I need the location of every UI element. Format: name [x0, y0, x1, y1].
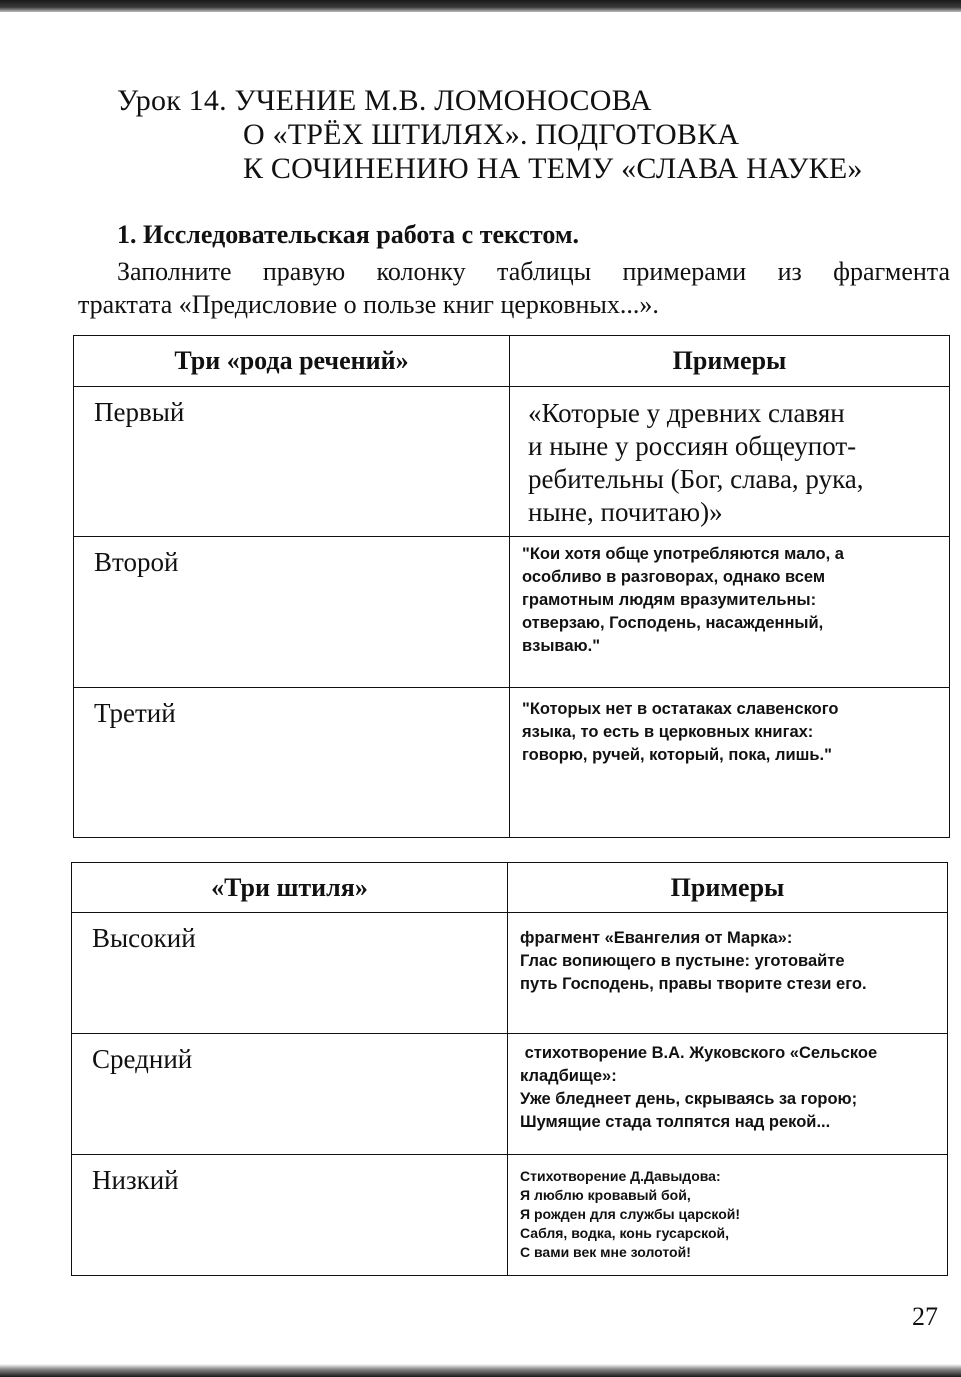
example-line: ныне, почитаю)» [528, 497, 723, 527]
table2-example-cell [508, 1034, 948, 1155]
example-line: фрагмент «Евангелия от Марка»: [520, 929, 793, 947]
example-line: Шумящие стада толпятся над рекой... [520, 1113, 831, 1131]
example-line: грамотным людям вразумительны: [522, 591, 817, 609]
table1-example-cell [510, 688, 950, 838]
table1-example-cell [510, 537, 950, 688]
example-line: Я рожден для службы царской! [520, 1206, 741, 1222]
example-line: особливо в разговорах, однако всем [522, 568, 826, 586]
table1-row-label: Первый [74, 387, 510, 537]
task-text [78, 255, 950, 321]
example-line: стихотворение В.А. Жуковского «Сельское [520, 1044, 878, 1062]
example-line: языка, то есть в церковных книгах: [522, 723, 814, 741]
example-line: отверзаю, Господень, насажденный, [522, 614, 824, 632]
example-line: С вами век мне золотой! [520, 1244, 691, 1260]
table2-row-label: Средний [72, 1034, 508, 1155]
table2-header-examples: Примеры [508, 863, 948, 913]
lesson-title [117, 84, 863, 186]
example-line: взываю." [522, 637, 601, 655]
table2-row-label: Низкий [72, 1155, 508, 1276]
task-line-1: Заполните правую колонку таблицы примерами из фрагмента [117, 257, 950, 286]
lesson-title-line-3: К СОЧИНЕНИЮ НА ТЕМУ «СЛАВА НАУКЕ» [243, 152, 863, 185]
example-line: Уже бледнеет день, скрываясь за горою; [520, 1090, 858, 1108]
table1-example-cell [510, 387, 950, 537]
example-line: Глас вопиющего в пустыне: уготовайте [520, 952, 845, 970]
example-line: "Кои хотя обще употребляются мало, а [522, 545, 844, 563]
example-line: говорю, ручей, который, пока, лишь." [522, 746, 832, 764]
table2-header-styles: «Три штиля» [72, 863, 508, 913]
example-line: и ныне у россиян общеупот- [528, 431, 857, 461]
table1-header-kinds: Три «рода речений» [74, 336, 510, 387]
section-heading: 1. Исследовательская работа с текстом. [117, 220, 580, 249]
table1-row-label: Второй [74, 537, 510, 688]
scan-top-edge [0, 0, 961, 12]
example-line: ребительны (Бог, слава, рука, [528, 464, 864, 494]
table2-example-cell [508, 1155, 948, 1276]
lesson-title-line-1: Урок 14. УЧЕНИЕ М.В. ЛОМОНОСОВА [117, 84, 652, 117]
example-line: Сабля, водка, конь гусарской, [520, 1225, 730, 1241]
table1-row-label: Третий [74, 688, 510, 838]
scan-bottom-edge [0, 1364, 961, 1377]
example-line: «Которые у древних славян [528, 398, 845, 428]
table1-header-examples: Примеры [510, 336, 950, 387]
table-three-styles [71, 862, 948, 1276]
table2-example-cell [508, 913, 948, 1034]
lesson-title-line-2: О «ТРЁХ ШТИЛЯХ». ПОДГОТОВКА [243, 118, 740, 151]
page-number: 27 [912, 1302, 938, 1331]
example-line: путь Господень, правы творите стези его. [520, 975, 867, 993]
example-line: кладбище»: [520, 1067, 617, 1085]
example-line: Стихотворение Д.Давыдова: [520, 1168, 721, 1184]
table-speech-kinds [73, 335, 950, 838]
example-line: Я люблю кровавый бой, [520, 1187, 691, 1203]
table2-row-label: Высокий [72, 913, 508, 1034]
example-line: "Которых нет в остатаках славенского [522, 700, 839, 718]
task-line-2: трактата «Предисловие о пользе книг церковных...». [78, 290, 659, 319]
